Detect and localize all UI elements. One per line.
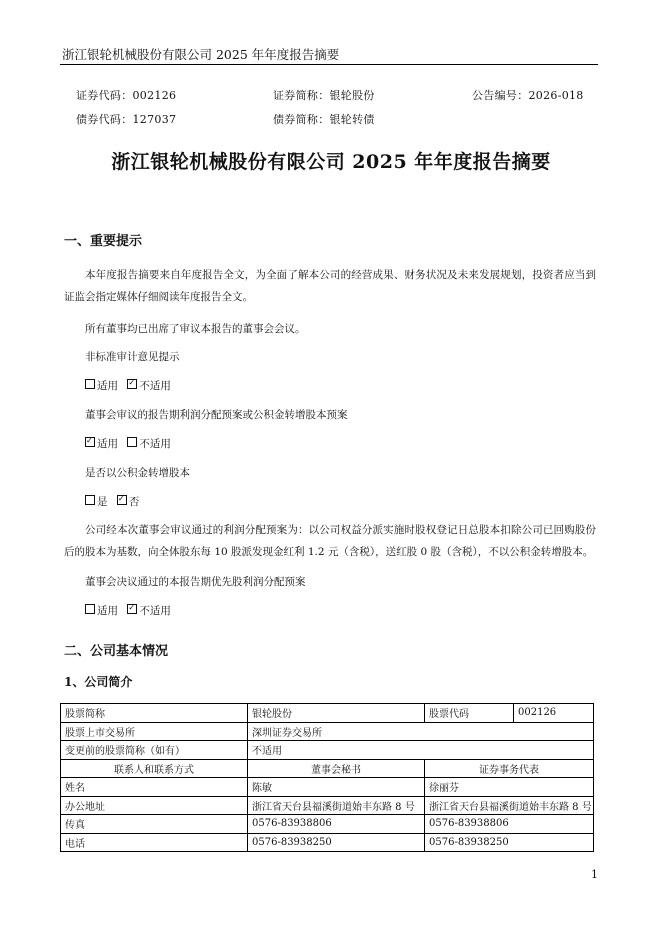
table-cell: 陈敏: [248, 778, 425, 797]
q2-options: ✓适用 不适用: [85, 433, 171, 455]
q4-label: 董事会决议通过的本报告期优先股利润分配预案: [85, 576, 306, 588]
dividend-plan-paragraph: 公司经本次董事会审议通过的利润分配预案为：以公司权益分派实施时股权登记日总股本扣除公司已回购股份后的股本为基数，向全体股东每 10 股派发现金红利 1.2 元（含税），送红股 0 股（含税），不以公积金转增股本。: [64, 524, 596, 558]
company-profile-table: [60, 703, 594, 852]
table-row: [61, 833, 594, 852]
table-row: [61, 815, 594, 834]
table-cell: 变更前的股票简称（如有）: [61, 741, 248, 760]
table-cell: 股票简称: [61, 704, 248, 723]
document-title: 浙江银轮机械股份有限公司 2025 年年度报告摘要: [111, 151, 551, 173]
table-cell: 浙江省天台县福溪街道始丰东路 8 号: [248, 796, 425, 815]
checkbox-checked: [127, 604, 137, 614]
table-cell: 深圳证券交易所: [248, 722, 594, 741]
page-number: 1: [591, 868, 598, 881]
q1-label: 非标准审计意见提示: [85, 351, 180, 363]
bond-short-name: 债券简称：银轮转债: [273, 113, 375, 126]
table-cell: 董事会秘书: [248, 759, 425, 778]
bond-code: 债券代码：127037: [76, 113, 177, 126]
checkbox-unchecked: [127, 437, 137, 447]
table-cell: 办公地址: [61, 796, 248, 815]
table-cell: 传真: [61, 815, 248, 834]
table-cell: 0576-83938250: [248, 833, 425, 852]
table-cell: 002126: [514, 704, 594, 723]
table-cell: 0576-83938806: [248, 815, 425, 834]
table-cell: 不适用: [248, 741, 594, 760]
checkbox-unchecked: [85, 604, 95, 614]
section-heading-important-notice: 一、重要提示: [64, 234, 143, 249]
q3-options: 是 ✓ 否: [85, 491, 139, 513]
q2-label: 董事会审议的报告期利润分配预案或公积金转增股本预案: [85, 409, 348, 421]
directors-attended-text: 所有董事均已出席了审议本报告的董事会会议。: [85, 323, 306, 335]
table-cell: 徐丽芬: [425, 778, 594, 797]
table-row: [61, 741, 594, 760]
checkbox-unchecked: [85, 379, 95, 389]
table-row: [61, 722, 594, 741]
checkbox-checked: [85, 437, 95, 447]
stock-code: 证券代码：002126: [76, 89, 177, 102]
table-cell: 证券事务代表: [425, 759, 594, 778]
table-cell: 股票上市交易所: [61, 722, 248, 741]
table-cell: 电话: [61, 833, 248, 852]
announcement-number: 公告编号：2026-018: [472, 89, 584, 102]
table-row: [61, 759, 594, 778]
checkbox-checked: [117, 495, 127, 505]
table-cell: 股票代码: [425, 704, 514, 723]
section-heading-company-info: 二、公司基本情况: [64, 644, 169, 659]
table-row: [61, 778, 594, 797]
q3-label: 是否以公积金转增股本: [85, 467, 190, 479]
table-cell: 0576-83938806: [425, 815, 594, 834]
table-cell: 浙江省天台县福溪街道始丰东路 8 号: [425, 796, 594, 815]
q4-options: 适用 ✓ 不适用: [85, 600, 171, 622]
subsection-company-profile: 1、公司简介: [64, 675, 133, 689]
checkbox-unchecked: [85, 495, 95, 505]
table-cell: 联系人和联系方式: [61, 759, 248, 778]
intro-paragraph: 本年度报告摘要来自年度报告全文，为全面了解本公司的经营成果、财务状况及未来发展规划，投资者应当到证监会指定媒体仔细阅读年度报告全文。: [64, 269, 596, 303]
checkbox-checked: [127, 379, 137, 389]
table-cell: 姓名: [61, 778, 248, 797]
stock-short-name: 证券简称：银轮股份: [273, 89, 375, 102]
table-cell: 0576-83938250: [425, 833, 594, 852]
q1-options: 适用 ✓ 不适用: [85, 375, 171, 397]
table-row: [61, 704, 594, 723]
header-rule: [60, 64, 598, 65]
table-row: [61, 796, 594, 815]
running-header: 浙江银轮机械股份有限公司 2025 年年度报告摘要: [62, 47, 340, 62]
table-cell: 银轮股份: [248, 704, 425, 723]
